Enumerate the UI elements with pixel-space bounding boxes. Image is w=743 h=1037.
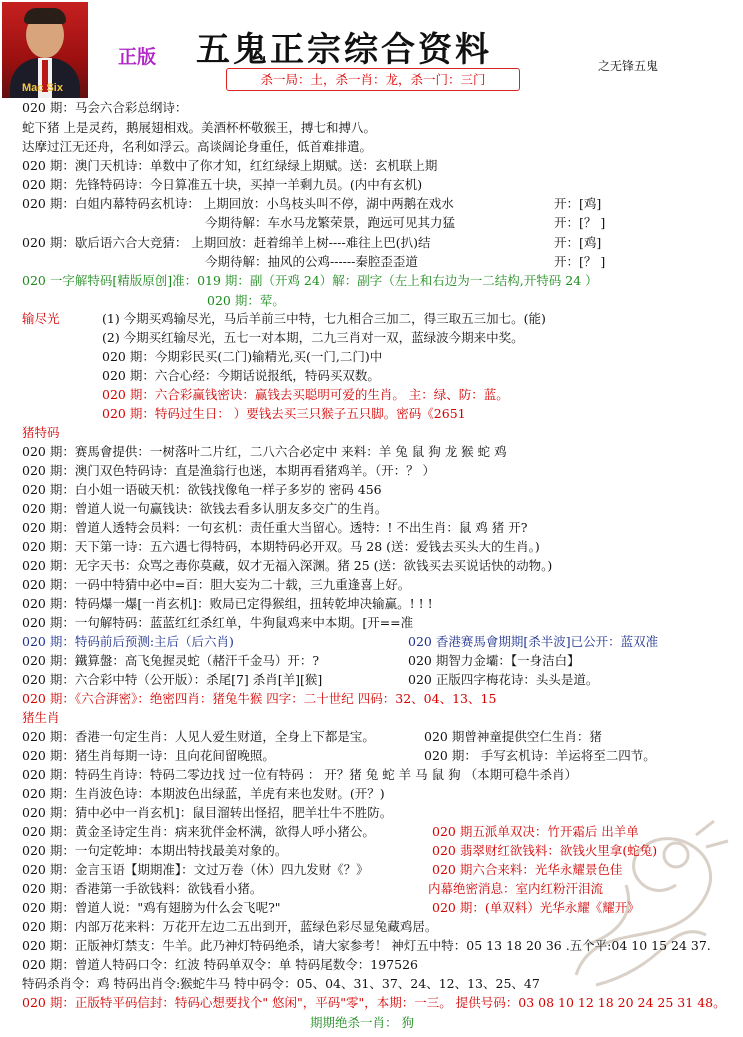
text-line: 020 一字解特码[精版原创]准：019 期：副（开鸡 24）解：副字（左上和右边为一二结构,开特码 24 ） [22, 273, 598, 288]
text-line: 达摩过江无还舟，名利如浮云。高谈阔论身重任，低首难排遣。 [22, 139, 373, 154]
text-line: 输尽光 [22, 311, 60, 326]
text-line: 020 期：天下第一诗：五六遇七得特码，本期特码必开双。马 28 (送：爱钱去买头大的生肖。) [22, 539, 540, 554]
text-line: 020 期：一句定乾坤：本期出特找最美对象的。 [22, 843, 288, 858]
text-line: 020 期：内部万花来料：万花开左边二五出到开，蓝绿色彩尽显兔藏鸡居。 [22, 919, 438, 934]
text-line: 开：[？ ] [554, 254, 606, 269]
text-line: 020 香港赛馬會期期[杀半波]已公开：蓝双准 [408, 634, 659, 649]
edition-label: 正版 [118, 47, 157, 68]
text-line: 020 翡翠财红欲钱料：欲钱火里拿(蛇兔) [432, 843, 658, 858]
text-line: 020 期：曾道人说一句赢钱诀：欲钱去看多认朋友多交广的生肖。 [22, 501, 388, 516]
text-line: 今期待解：抽风的公鸡------秦腔歪歪道 [205, 254, 418, 269]
text-line: 020 期：特码前后预测:主后（后六肖) [22, 634, 234, 649]
text-line: 020 期：六合彩赢钱密诀：赢钱去买聪明可爱的生肖。 主：绿、防：蓝。 [102, 387, 509, 402]
text-line: 020 期：马会六合彩总纲诗： [22, 100, 188, 115]
text-line: 开：[？ ] [554, 215, 606, 230]
text-line: 020 期：鐵算盤：高飞兔握灵蛇（赭汗千金马）开：? [22, 653, 320, 668]
text-line: 020 期：曾道人说："鸡有翅膀为什么会飞呢?" [22, 900, 281, 915]
text-line: 猪特码 [22, 425, 60, 440]
text-line: 020 期：今期彩民买(二门)输精光,买(一门,二门)中 [102, 349, 383, 364]
text-line: 020 期：特码过生日： ）要钱去买三只猴子五只脚。密码《2651 [102, 406, 466, 421]
text-line: 020 期： 手写玄机诗：羊运将至二四节。 [424, 748, 656, 763]
text-line: (1) 今期买鸡输尽光，马后羊前三中特，七九相合三加二，得三取五三加七。(能) [102, 311, 546, 326]
photo-watermark: Mac Six [22, 82, 63, 94]
text-line: 020 期：澳门天机诗：单数中了你才知，红红绿绿上期赋。送：玄机联上期 [22, 158, 438, 173]
text-line: 今期待解：车水马龙繁荣景，跑远可见其力猛 [205, 215, 456, 230]
subtitle-box: 杀一局：土，杀一肖：龙，杀一门：三门 [226, 68, 520, 91]
text-line: 020 期：金言玉语【期期准】：文过万卷（休）四九发财《？》 [22, 862, 369, 877]
text-line: 开：[鸡] [554, 235, 602, 250]
text-line: 020 期：生肖波色诗：本期波色出绿蓝，羊虎有来也发财。(开？) [22, 786, 385, 801]
text-line: 020 期：香港第一手欲钱料：欲钱看小猪。 [22, 881, 263, 896]
text-line: 020 期智力金壩：【一身洁白】 [408, 653, 580, 668]
text-line: 020 期：六合彩中特（公开版）：杀尾[7] 杀肖[羊][猴] [22, 672, 323, 687]
text-line: 020 期：荤。 [207, 293, 285, 308]
text-line: 内幕绝密消息：室内红粉汗泪流 [428, 881, 604, 896]
text-line: 020 期：白小姐一语破天机：欲钱找像龟一样子多岁的 密码 456 [22, 482, 382, 497]
text-line: 020 期：香港一句定生肖：人见人爱生财道，全身上下都是宝。 [22, 729, 375, 744]
text-line: 开：[鸡] [554, 196, 602, 211]
signature: 之无锋五鬼 [598, 59, 659, 73]
text-line: 020 期：黄金圣诗定生肖：病来犹伴金杯满，欲得人呼小猪公。 [22, 824, 375, 839]
text-line: 020 期五派单双决：竹开霜后 出羊单 [432, 824, 639, 839]
portrait-hair [24, 8, 66, 24]
text-line: 020 正版四字梅花诗：头头是道。 [408, 672, 599, 687]
text-line: 020 期：六合心经：今期话说报纸，特码买双数。 [102, 368, 380, 383]
text-line: 020 期：曾道人透特会员料：一句玄机：责任重大当留心。透特：! 不出生肖：鼠 鸡 猪 开? [22, 520, 528, 535]
text-line: 020 期：特码生肖诗：特码二零边找 过一位有特码 ： 开？猪 兔 蛇 羊 马 鼠 狗 （本期可稳牛杀肖） [22, 767, 578, 782]
text-line: 特码杀肖令：鸡 特码出肖令:猴蛇牛马 特中码令：05、04、31、37、24、12、13、25、47 [22, 976, 540, 991]
text-line: 020 期曾神童提供空仁生肖：猪 [424, 729, 602, 744]
text-line: 020 期：猜中必中一肖玄机]：鼠目溜转出怪招，肥羊壮牛不胜防。 [22, 805, 393, 820]
page-title: 五鬼正宗综合资料 [196, 32, 492, 69]
text-line: 期期绝杀一肖： 狗 [310, 1015, 414, 1030]
text-line: 020 期：澳门双色特码诗：直是渔翁行也迷，本期再看猪鸡羊。（开：？ ） [22, 463, 436, 478]
text-line: (2) 今期买红输尽光，五七一对本期，二九三肖对一双，蓝绿波今期来中奖。 [102, 330, 524, 345]
text-line: 020 期：(单双料）光华永耀《耀开》 [432, 900, 640, 915]
text-line: 020 期：一句解特码：蓝蓝红红杀红单，牛狗鼠鸡来中本期。[开==准 [22, 615, 414, 630]
text-line: 020 期：歇后语六合大竞猜： 上期回放：赶着绵羊上树----难往上巴(扒)结 [22, 235, 431, 250]
text-line: 020 期：正版特平码信封：特码心想要找个" 悠闲"，平码"零"，本期：一三。 提供号码：03 08 10 12 18 20 24 25 31 48。 [22, 995, 726, 1010]
text-line: 猪生肖 [22, 710, 60, 725]
text-line: 蛇下猪 上是灵药，鹅展翅相戏。美酒杯杯敬猴王，搏七和搏八。 [22, 120, 376, 135]
text-line: 020 期：曾道人特码口令：红波 特码单双令：单 特码尾数令：197526 [22, 957, 418, 972]
text-line: 020 期：《六合湃密》：绝密四肖：猪兔牛猴 四字：二十世纪 四码：32、04、13、15 [22, 691, 497, 706]
text-line: 020 期：正版神灯禁支：牛羊。此乃神灯特码绝杀，请大家参考！ 神灯五中特：05 13 18 20 36 .五个平:04 10 15 24 37. [22, 938, 711, 953]
text-line: 020 期：无字天书：众骂之毒你莫藏，奴才无福入深渊。猪 25 (送：欲钱买去买说话快的动物。) [22, 558, 553, 573]
text-line: 020 期六合来料：光华永耀景色佳 [432, 862, 623, 877]
text-line: 020 期：猪生肖每期一诗：且向花间留晚照。 [22, 748, 275, 763]
text-line: 020 期：先锋特码诗：今日算准五十块，买掉一羊剩九员。(内中有玄机) [22, 177, 423, 192]
text-line: 020 期：赛馬會提供：一树落叶二片红，二八六合必定中 来料：羊 兔 鼠 狗 龙 猴 蛇 鸡 [22, 444, 507, 459]
text-line: 020 期：白姐内幕特码玄机诗： 上期回放：小鸟枝头叫不停，湖中两鹅在戏水 [22, 196, 454, 211]
text-line: 020 期：特码爆一爆[一肖玄机]：败局已定得猴组，扭转乾坤决输赢。! ! ! [22, 596, 433, 611]
portrait-photo [2, 2, 88, 98]
text-line: 020 期：一码中特猜中必中=百：胆大妄为二十载，三九重逢喜上好。 [22, 577, 411, 592]
